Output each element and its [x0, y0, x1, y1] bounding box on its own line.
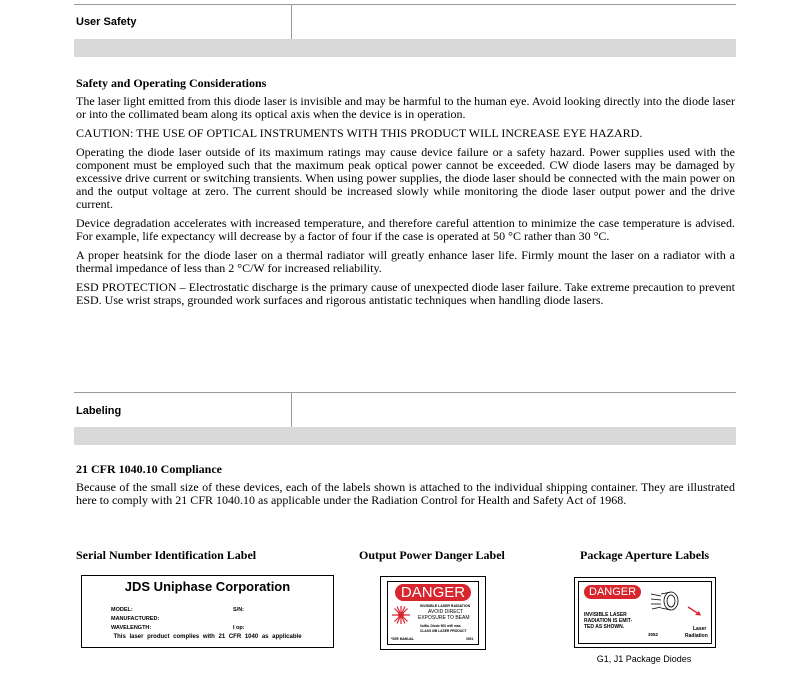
paragraph: CAUTION: THE USE OF OPTICAL INSTRUMENTS WITH THIS PRODUCT WILL INCREASE EYE HAZARD. [76, 126, 643, 140]
aperture-label-inner [578, 581, 712, 644]
danger-line1: INVISIBLE LASER RADIATION [420, 604, 471, 608]
aperture-danger-word: DANGER [584, 585, 641, 599]
sn-field: S/N: [233, 607, 244, 613]
section-label: User Safety [76, 16, 137, 28]
manufactured-field: MANUFACTURED: [111, 616, 160, 622]
radiation-arrow-icon [687, 605, 703, 617]
serial-number-label [81, 575, 334, 648]
aperture-laser-word: Laser [693, 626, 707, 632]
wavelength-field: WAVELENGTH: [111, 625, 152, 631]
aperture-label-title: Package Aperture Labels [580, 548, 710, 562]
serial-label-title: Serial Number Identification Label [76, 548, 257, 562]
section-heading: Safety and Operating Considerations [76, 76, 267, 90]
aperture-text1: INVISIBLE LASER [584, 612, 627, 618]
laser-starburst-icon [391, 605, 411, 625]
aperture-code: 3052 [648, 632, 659, 637]
aperture-label [574, 577, 716, 648]
gray-band [74, 39, 736, 57]
danger-word: DANGER [395, 584, 471, 601]
paragraph: A proper heatsink for the diode laser on a thermal radiator will greatly enhance laser life. Firmly mount the laser on a radiator with a thermal impedance of less than 2 °C/W for increased reliability. [76, 248, 735, 275]
divider [74, 4, 736, 5]
aperture-text3: TED AS SHOWN. [584, 624, 625, 630]
compliance-statement: This laser product complies with 21 CFR 1040 as applicable [113, 634, 302, 640]
laser-diode-package-icon [649, 587, 689, 617]
company-name: JDS Uniphase Corporation [124, 579, 291, 594]
labeling-content [76, 463, 735, 513]
aperture-radiation-word: Radiation [685, 633, 708, 639]
danger-label [380, 576, 486, 650]
section-heading: 21 CFR 1040.10 Compliance [76, 462, 222, 476]
danger-label-title: Output Power Danger Label [359, 548, 505, 562]
aperture-caption: G1, J1 Package Diodes [596, 654, 692, 664]
danger-spec: 0uWa. Diode 500 mW max. [420, 624, 462, 628]
gray-band [74, 427, 736, 445]
danger-footnote: *SEE MANUAL [391, 637, 415, 641]
paragraph: Device degradation accelerates with increased temperature, and therefore careful attention to minimize the case temperature is advised. For example, life expectancy will decrease by a factor of four if the case is operated at 50 °C rather than 30 °C. [76, 216, 735, 243]
divider [74, 392, 736, 393]
paragraph: The laser light emitted from this diode laser is invisible and may be harmful to the human eye. Avoid looking directly into the diode laser or into the collimated beam along its optical axis when the device is in operation. [76, 94, 735, 121]
danger-header [388, 584, 478, 602]
iop-field: I op: [233, 625, 245, 631]
paragraph: Operating the diode laser outside of its maximum ratings may cause device failure or a safety hazard. Power supplies used with the component must be employed such that the maximum peak optical power cannot be exceeded. CW diode lasers may be damaged by excessive drive current or switching transients. When using power supplies, the diode laser should be connected with the main power on and the output voltage at zero. The current should be increased slowly while monitoring the diode laser output power and the drive current. [76, 145, 735, 211]
paragraph: Because of the small size of these devices, each of the labels shown is attached to the individual shipping container. They are illustrated here to comply with 21 CFR 1040.10 as applicable under the Radiation Control for Health and Safety Act of 1968. [76, 480, 735, 507]
danger-line2: AVOID DIRECT [428, 609, 464, 615]
paragraph: ESD PROTECTION – Electrostatic discharge is the primary cause of unexpected diode laser failure. Take extreme precaution to prevent ESD. Use wrist straps, grounded work surfaces and rigorous antistatic techniques when handling diode lasers. [76, 280, 735, 307]
safety-content [76, 77, 735, 313]
aperture-text2: RADIATION IS EMIT- [584, 618, 633, 624]
model-field: MODEL: [111, 607, 133, 613]
danger-class: CLASS IIIB LASER PRODUCT [420, 629, 467, 633]
danger-code: 3001 [466, 637, 474, 641]
danger-line3: EXPOSURE TO BEAM [418, 615, 470, 621]
danger-label-inner [387, 581, 479, 645]
section-label: Labeling [76, 405, 122, 417]
